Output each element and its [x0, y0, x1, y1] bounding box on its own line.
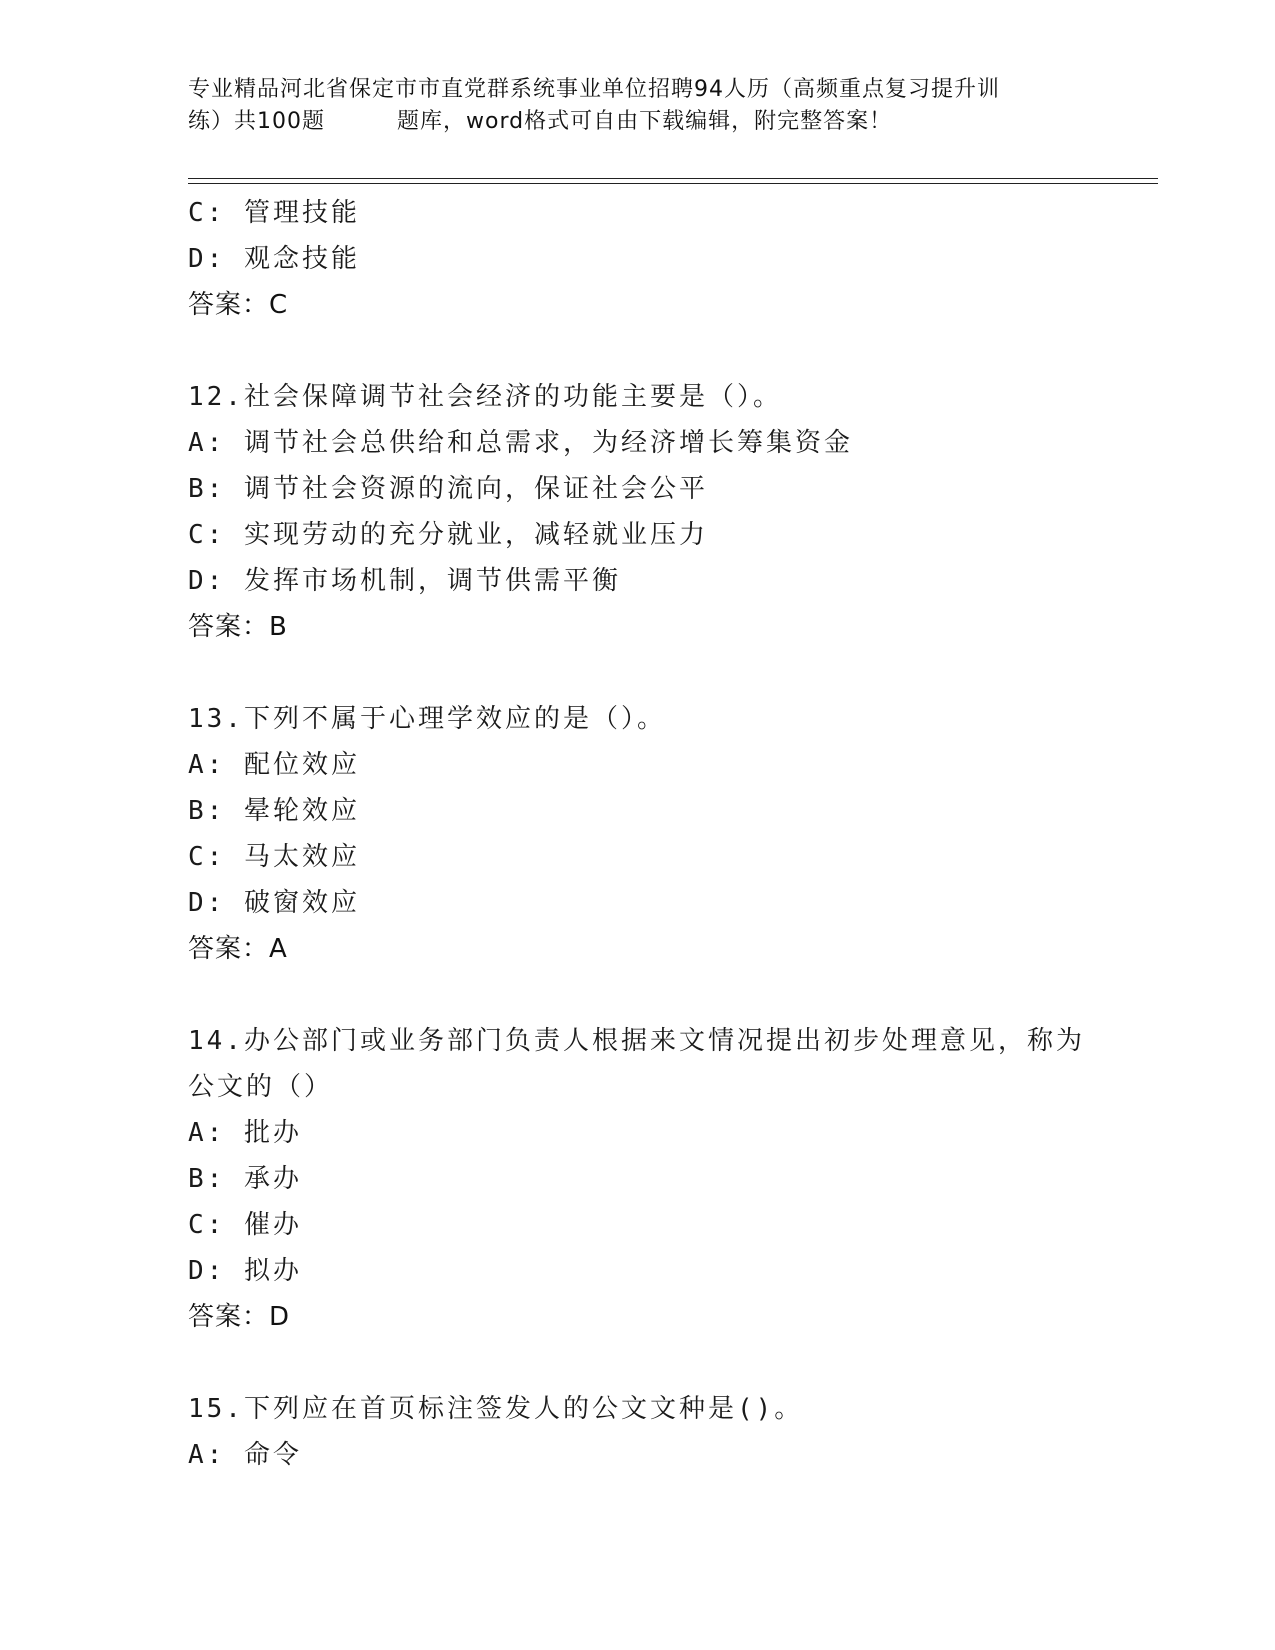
- q14-option-c: C: 催办: [188, 1210, 302, 1240]
- header-title-line2-part2: 题库，word格式可自由下载编辑，附完整答案！: [397, 109, 893, 134]
- q14-question-line2: 公文的（）: [188, 1072, 334, 1102]
- q14-option-b: B: 承办: [188, 1164, 302, 1194]
- q12-option-a: A: 调节社会总供给和总需求，为经济增长筹集资金: [188, 428, 853, 458]
- q13-option-c: C: 马太效应: [188, 842, 360, 872]
- q14-question: [188, 1018, 1148, 1110]
- header-divider-top: [188, 178, 1158, 179]
- header-divider-bottom: [188, 183, 1158, 184]
- q12-option-c: C: 实现劳动的充分就业，减轻就业压力: [188, 520, 708, 550]
- q14-answer: 答案：D: [188, 1302, 291, 1332]
- q13-question: 13.下列不属于心理学效应的是（）。: [188, 704, 666, 734]
- q14-question-line1: 14.办公部门或业务部门负责人根据来文情况提出初步处理意见，称为: [188, 1026, 1085, 1056]
- document-header: [188, 74, 1088, 138]
- q12-answer: 答案：B: [188, 612, 288, 642]
- q12-option-b: B: 调节社会资源的流向，保证社会公平: [188, 474, 708, 504]
- q13-option-a: A: 配位效应: [188, 750, 360, 780]
- question-list: [188, 190, 1148, 1478]
- q12-option-d: D: 发挥市场机制，调节供需平衡: [188, 566, 621, 596]
- q13-answer: 答案：A: [188, 934, 288, 964]
- q11-answer: 答案：C: [188, 290, 289, 320]
- q12-question: 12.社会保障调节社会经济的功能主要是（）。: [188, 382, 782, 412]
- q14-option-a: A: 批办: [188, 1118, 302, 1148]
- q13-option-d: D: 破窗效应: [188, 888, 360, 918]
- q13-option-b: B: 晕轮效应: [188, 796, 360, 826]
- q15-option-a: A: 命令: [188, 1440, 302, 1470]
- q14-option-d: D: 拟办: [188, 1256, 302, 1286]
- q11-option-c: C: 管理技能: [188, 198, 360, 228]
- q11-option-d: D: 观念技能: [188, 244, 360, 274]
- q15-question: 15.下列应在首页标注签发人的公文文种是()。: [188, 1394, 804, 1424]
- header-title-line2-part1: 练）共100题: [188, 109, 325, 134]
- header-title-line2: [188, 106, 1088, 138]
- header-title-line1: 专业精品河北省保定市市直党群系统事业单位招聘94人历（高频重点复习提升训: [188, 77, 1000, 102]
